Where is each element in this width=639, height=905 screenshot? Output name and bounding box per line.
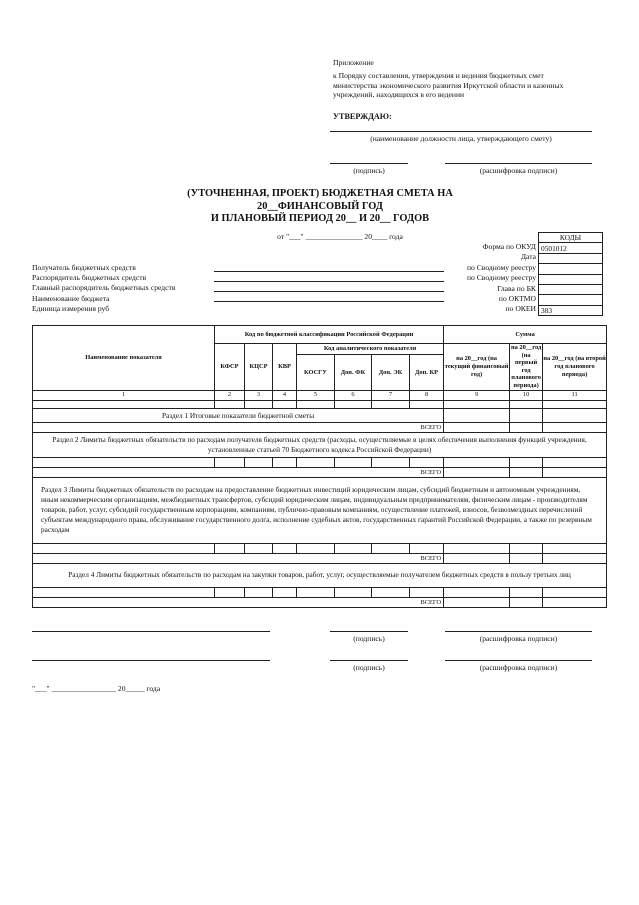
table-cell[interactable] — [33, 457, 215, 467]
footer-signature-line-2[interactable] — [330, 660, 408, 661]
section3-title: Раздел 3 Лимиты бюджетных обязательств по расходам на предоставление бюджетных инвестиций юридическим лицам, субсидий бюджетным и автономным учреждениям, иным некоммерческим организациям, межбюджетных трансфертов, субсидий юридическим лицам, индивидуальным предпринимателям, физическим лицам - производителям товаров, работ, услуг, субсидий государственным корпорациям, компаниям, публично-правовым компаниям, осуществление платежей, взносов, безвозмездных перечислений субъектам международного права, обслуживание государственного долга, исполнение судебных актов, государственных гарантий Российской Федерации, а также по резервным расходам — [33, 477, 607, 543]
codes-labels — [420, 242, 536, 315]
col-kfsr-header: КФСР — [215, 344, 245, 391]
approve-signature-caption: (подпись) — [353, 166, 385, 175]
code-label: по Сводному реестру — [466, 262, 536, 272]
field-recipient-line[interactable] — [214, 271, 444, 272]
footer-decode-line-2[interactable] — [445, 660, 592, 661]
appendix-line: министерства экономического развития Иркутской области и казенных — [333, 80, 564, 90]
col-kvr-header: КВР — [273, 344, 297, 391]
col-kosgu-header: КОСГУ — [297, 355, 335, 390]
footer-signature-caption-2: (подпись) — [353, 663, 385, 672]
code-label: по Сводному реестру — [466, 273, 536, 283]
col-num: 11 — [543, 390, 607, 400]
col-num: 9 — [444, 390, 510, 400]
field-main-manager-label: Главный распорядитель бюджетных средств — [32, 283, 176, 293]
title-line1: (УТОЧНЕННАЯ, ПРОЕКТ) БЮДЖЕТНАЯ СМЕТА НА — [187, 188, 453, 199]
estimate-table — [32, 325, 607, 608]
col-num: 7 — [372, 390, 410, 400]
title-line3: И ПЛАНОВЫЙ ПЕРИОД 20__ И 20__ ГОДОВ — [210, 213, 430, 225]
fields-labels — [32, 263, 175, 314]
field-recipient-label: Получатель бюджетных средств — [32, 263, 136, 272]
appendix-line: к Порядку составления, утверждения и ведения бюджетных смет — [333, 71, 544, 80]
col-y3-header: на 20__год (на второй год планового периода) — [543, 344, 607, 391]
code-label: Дата — [520, 252, 536, 262]
col-name-header: Наименование показателя — [33, 326, 215, 391]
table-cell[interactable] — [33, 587, 215, 597]
col-code-group-header: Код по бюджетной классификации Российской Федерации — [215, 326, 444, 344]
field-manager-line[interactable] — [214, 281, 444, 282]
footer-decode-line-1[interactable] — [445, 631, 592, 632]
col-y1-header: на 20__год (на текущий финансовый год) — [444, 344, 510, 391]
col-analytic-header: Код аналитического показателя — [297, 344, 444, 355]
col-sum-header: Сумма — [444, 326, 607, 344]
col-num: 1 — [33, 390, 215, 400]
col-dopfk-header: Доп. ФК — [335, 355, 372, 390]
section2-total: ВСЕГО — [33, 467, 444, 477]
col-y2-header: на 20__год (на первый год планового периода) — [510, 344, 542, 389]
col-num: 8 — [410, 390, 444, 400]
approve-label: УТВЕРЖДАЮ: — [333, 112, 392, 121]
approve-signature-line — [330, 163, 408, 164]
codes-header: КОДЫ — [539, 233, 603, 243]
section1-title: Раздел 1 Итоговые показатели бюджетной сметы — [33, 408, 444, 422]
code-label: по ОКТМО — [498, 294, 536, 304]
col-num: 5 — [297, 390, 335, 400]
footer-date: "___" _________________ 20_____ года — [32, 684, 161, 693]
code-value[interactable] — [539, 284, 603, 294]
code-label: Форма по ОКУД — [482, 242, 536, 251]
codes-table — [538, 232, 603, 316]
col-num: 4 — [273, 390, 297, 400]
col-num: 6 — [335, 390, 372, 400]
field-manager-label: Распорядитель бюджетных средств — [32, 273, 147, 283]
col-dopkr-header: Доп. КР — [410, 355, 444, 390]
section1-total: ВСЕГО — [33, 422, 444, 432]
field-main-manager-line[interactable] — [214, 291, 444, 292]
appendix-title: Приложение — [333, 58, 374, 67]
section3-total: ВСЕГО — [33, 553, 444, 563]
footer-signature-line-1[interactable] — [330, 631, 408, 632]
col-num: 2 — [215, 390, 245, 400]
section2-title: Раздел 2 Лимиты бюджетных обязательств по расходам получателя бюджетных средств (расходы, осуществляемые в целях обеспечения выполнения функций учреждения, установленные статьей 70 Бюджетного кодекса Российской Федерации) — [33, 432, 607, 457]
col-kcsr-header: КЦСР — [245, 344, 273, 391]
approve-decode-line — [445, 163, 592, 164]
code-value[interactable] — [539, 253, 603, 263]
page-title — [150, 188, 490, 226]
code-value[interactable] — [539, 264, 603, 274]
date-line: от "___" _______________ 20____ года — [277, 232, 403, 241]
code-value[interactable]: 0501012 — [539, 243, 603, 253]
footer-decode-caption-2: (расшифровка подписи) — [479, 663, 558, 672]
footer-signature-caption-1: (подпись) — [353, 634, 385, 643]
footer-position-line-1[interactable] — [32, 631, 270, 632]
position-caption: (наименование должности лица, утверждающего смету) — [370, 134, 552, 143]
code-value[interactable] — [539, 295, 603, 305]
footer-position-line-2[interactable] — [32, 660, 270, 661]
col-num: 3 — [245, 390, 273, 400]
table-cell[interactable] — [33, 543, 215, 553]
appendix-text — [333, 71, 603, 100]
col-dopek-header: Доп. ЭК — [372, 355, 410, 390]
code-value[interactable]: 383 — [539, 305, 603, 315]
code-label: Глава по БК — [497, 283, 536, 293]
field-unit-label: Единица измерения руб — [32, 303, 110, 313]
appendix-line: учреждений, находящихся в его ведении — [333, 90, 465, 100]
field-budget-label: Наименование бюджета — [32, 293, 110, 303]
col-num: 10 — [510, 390, 543, 400]
code-value[interactable] — [539, 274, 603, 284]
title-line2: 20__ФИНАНСОВЫЙ ГОД — [257, 200, 383, 212]
position-line — [330, 131, 592, 132]
field-budget-line[interactable] — [214, 301, 444, 302]
section4-total: ВСЕГО — [33, 597, 444, 607]
code-label: по ОКЕИ — [505, 304, 536, 314]
table-cell[interactable] — [33, 400, 215, 408]
footer-decode-caption-1: (расшифровка подписи) — [479, 634, 558, 643]
section4-title: Раздел 4 Лимиты бюджетных обязательств по расходам на закупки товаров, работ, услуг, осуществляемые получателем бюджетных средств в пользу третьих лиц — [33, 563, 607, 587]
approve-decode-caption: (расшифровка подписи) — [479, 166, 558, 175]
